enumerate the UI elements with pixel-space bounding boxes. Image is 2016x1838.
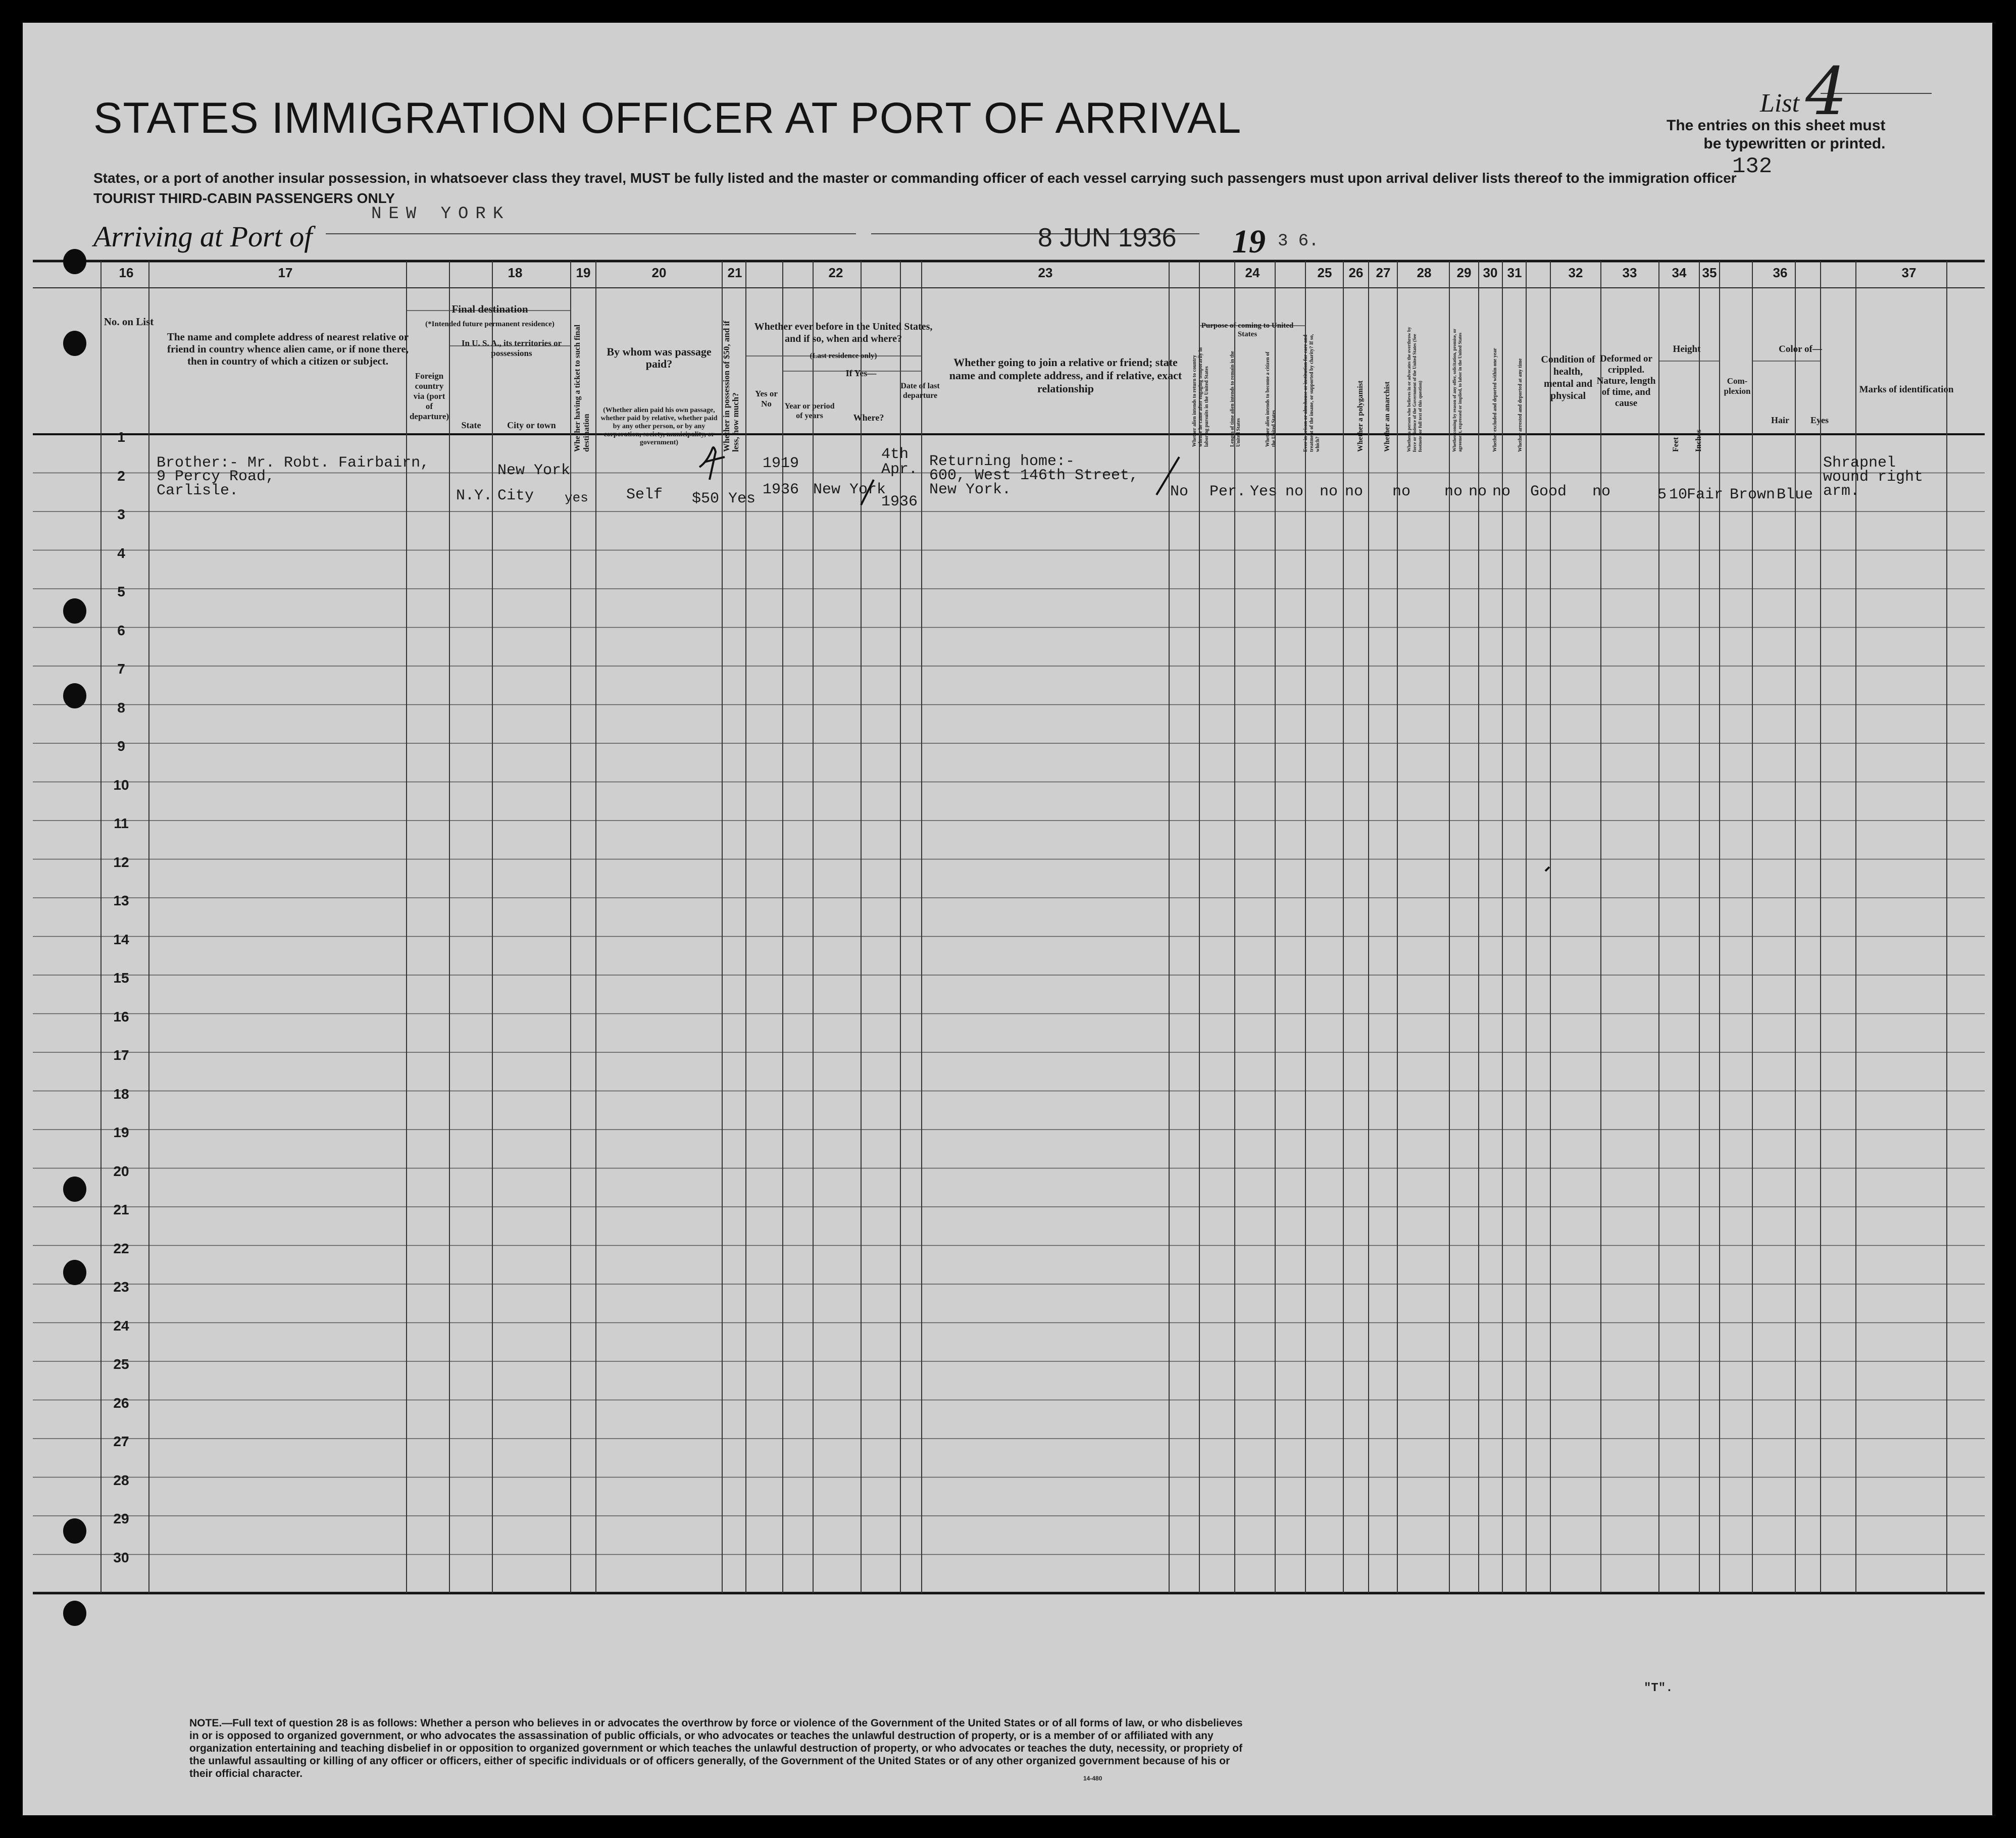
column-number: 21 — [727, 265, 742, 280]
row-number: 6 — [117, 622, 125, 638]
header-purpose: Purpose of coming to United States — [1201, 322, 1294, 338]
header-money: Whether in possession of $50, and if less, how much? — [722, 321, 740, 452]
year-suffix: 3 6. — [1278, 232, 1319, 251]
header-c30: Whether excluded and deported within one year — [1492, 348, 1498, 452]
header-yes-no: Yes or No — [755, 389, 778, 409]
column-number: 33 — [1622, 265, 1637, 280]
punch-hole — [63, 1177, 86, 1202]
header-relative: The name and complete address of nearest relative or friend in country whence alien came, or if none there, then in country of which a citizen or subject. — [167, 331, 409, 367]
city-line-1: New York — [497, 462, 571, 479]
header-year-period: Year or period of years — [784, 402, 835, 420]
punch-hole — [63, 598, 86, 624]
header-where: Where? — [853, 413, 884, 423]
handwritten-ticks — [23, 23, 1992, 1815]
instructions-text: States, or a port of another insular possession, in whatsoever class they travel, MUST be fully listed and the master or commanding officer of each vessel carrying such passengers must upon arrival deliver lists thereof to the immigration officer — [93, 170, 1737, 186]
punch-hole — [63, 1518, 86, 1544]
column-number: 29 — [1456, 265, 1472, 280]
relative-line-3: Carlisle. — [157, 482, 239, 499]
marks-line-1: Shrapnel — [1823, 454, 1896, 472]
join-line-2: 600, West 146th Street, — [929, 467, 1139, 484]
header-complexion: Com- plexion — [1724, 376, 1751, 396]
header-purpose-b: Length of time alien intends to remain in the United States — [1230, 351, 1241, 447]
ticket-value: yes — [565, 490, 588, 505]
column-number: 32 — [1568, 265, 1583, 280]
row-number: 13 — [113, 893, 129, 909]
entries-note: The entries on this sheet must be typewritten or printed. — [1667, 117, 1886, 152]
column-number: 35 — [1702, 265, 1717, 280]
marks-line-3: arm. — [1823, 483, 1860, 500]
c28-value: no — [1392, 483, 1411, 500]
column-number: 30 — [1483, 265, 1498, 280]
header-in-usa: In U. S. A., its territories or possessions — [461, 338, 562, 358]
column-number: 28 — [1417, 265, 1432, 280]
row-number: 23 — [113, 1279, 129, 1295]
row-number: 19 — [113, 1125, 129, 1141]
column-number: 23 — [1038, 265, 1053, 280]
header-passage-sub: (Whether alien paid his own passage, whether paid by relative, whether paid by any other person, or by any corporation, society, municipality, or government) — [600, 406, 718, 446]
yes-no-value: Yes — [728, 490, 756, 507]
row-number: 22 — [113, 1240, 129, 1256]
row-number: 17 — [113, 1047, 129, 1063]
header-c31: Whether arrested and deported at any time — [1518, 358, 1523, 452]
header-c25: Ever in prison or almshouse or institution for care and treatment of the insane, or supported by charity? If so, which? — [1303, 334, 1321, 452]
row-number: 12 — [113, 854, 129, 870]
state-value: N.Y. — [456, 487, 493, 504]
row-number: 18 — [113, 1086, 129, 1102]
row-number: 16 — [113, 1008, 129, 1025]
header-final-destination: Final destination — [451, 303, 528, 315]
c25-value: no — [1285, 483, 1304, 500]
column-number: 16 — [119, 265, 134, 280]
row-number: 4 — [117, 545, 125, 561]
column-number: 36 — [1773, 265, 1788, 280]
port-value: NEW YORK — [371, 205, 511, 224]
row-number: 25 — [113, 1356, 129, 1372]
date-line-3: 1936 — [881, 493, 918, 510]
column-number: 19 — [576, 265, 591, 280]
arriving-label: Arriving at Port of — [93, 220, 313, 253]
row-number: 29 — [113, 1511, 129, 1527]
c26-value: no — [1320, 483, 1338, 500]
header-joining: Whether going to join a relative or friend; state name and complete address, and if relative, exact relationship — [949, 356, 1182, 395]
city-line-2: City — [497, 487, 534, 504]
purpose-a-value: No — [1170, 483, 1189, 500]
row-number: 28 — [113, 1472, 129, 1488]
health-value: Good — [1530, 483, 1567, 500]
join-line-3: New York. — [929, 481, 1012, 498]
header-c33: Deformed or crippled. Nature, length of time, and cause — [1596, 353, 1656, 409]
deformed-value: no — [1592, 483, 1611, 500]
column-number: 37 — [1901, 265, 1917, 280]
date-line-1: 4th — [881, 446, 909, 463]
header-ever-before-sub: (Last residence only) — [810, 352, 877, 360]
list-label: List — [1760, 89, 1800, 118]
row-number: 5 — [117, 584, 125, 600]
page-title: STATES IMMIGRATION OFFICER AT PORT OF ARRIVAL — [93, 94, 1242, 142]
purpose-b-value: Per. — [1209, 483, 1246, 500]
money-value: $50 — [692, 490, 720, 507]
row-number: 14 — [113, 931, 129, 947]
row-number: 24 — [113, 1317, 129, 1334]
eyes-value: Blue — [1777, 486, 1813, 503]
class-note: TOURIST THIRD-CABIN PASSENGERS ONLY — [93, 190, 395, 206]
inches-value: 10 — [1669, 486, 1688, 503]
header-purpose-a: Whether alien intends to return to country whence he came after engaging temporarily in laboring pursuits in the United States — [1192, 347, 1209, 447]
header-inches: Inches — [1694, 429, 1703, 452]
header-eyes: Eyes — [1810, 415, 1829, 425]
c31-value: no — [1492, 483, 1511, 500]
header-foreign-country: Foreign country via (port of departure) — [409, 371, 449, 421]
header-city: City or town — [507, 420, 556, 430]
years-line-1: 1919 — [763, 455, 799, 472]
header-c26: Whether a polygamist — [1356, 380, 1365, 452]
header-color-of: Color of— — [1779, 344, 1822, 354]
row-number: 3 — [117, 506, 125, 523]
purpose-c-value: Yes — [1250, 483, 1278, 500]
punch-hole — [63, 683, 86, 708]
relative-line-1: Brother:- Mr. Robt. Fairbairn, — [157, 454, 430, 472]
row-number: 26 — [113, 1395, 129, 1411]
c27-value: no — [1345, 483, 1364, 500]
row-number: 27 — [113, 1434, 129, 1450]
row-number: 15 — [113, 970, 129, 986]
header-feet: Feet — [1672, 437, 1680, 452]
year-prefix: 19 — [1232, 223, 1266, 260]
complexion-value: Fair — [1687, 486, 1724, 503]
column-number: 26 — [1348, 265, 1364, 280]
header-c29: Whether coming by reason of any offer, solicitation, promise, or agreement, expressed or implied, to labor in the United States — [1452, 329, 1463, 452]
years-line-2: 1936 — [763, 481, 799, 498]
row-number: 11 — [114, 815, 129, 832]
row-number: 2 — [117, 468, 125, 484]
row-number: 20 — [113, 1163, 129, 1179]
header-purpose-c: Whether alien intends to become a citizen of the United States — [1265, 351, 1277, 447]
form-number: 14-480 — [1083, 1775, 1102, 1782]
date-line-2: Apr. — [881, 461, 918, 478]
row-number: 7 — [117, 661, 125, 677]
header-ever-before: Whether ever before in the United States, and if so, when and where? — [754, 321, 933, 344]
where-value: New York — [813, 481, 886, 498]
footnote-q28: NOTE.—Full text of question 28 is as follows: Whether a person who believes in or advocates the overthrow by force or violence of the Government of the United States or of all forms of law, or who disbelieves in or is opposed to organized government, or who advocates the assassination of public officials, or who advocates or teaches the unlawful destruction of property, or is a member of or affiliated with any organization entertaining and teaching disbelief in or opposition to organized government or which teaches the unlawful destruction of property, or who advocates or teaches the duty, necessity, or propriety of the unlawful assaulting or killing of any officer or officers, either of specific individuals or of officers generally, of the Government of the United States or of any other organized government because of his or their official character. — [189, 1717, 1243, 1779]
column-number: 20 — [651, 265, 667, 280]
row-number: 1 — [117, 429, 125, 445]
row-number: 8 — [117, 699, 125, 716]
punch-hole — [63, 331, 86, 356]
c30-value: no — [1469, 483, 1487, 500]
header-c32: Condition of health, mental and physical — [1541, 354, 1595, 401]
passage-value: Self — [626, 486, 663, 503]
column-number: 17 — [278, 265, 293, 280]
header-no-on-list: No. on List — [104, 316, 154, 328]
c29-value: no — [1444, 483, 1463, 500]
initial-mark: "T". — [1644, 1681, 1673, 1695]
column-number: 18 — [508, 265, 523, 280]
column-number: 27 — [1376, 265, 1391, 280]
header-final-destination-sub: (*Intended future permanent residence) — [425, 320, 555, 328]
header-c27: Whether an anarchist — [1383, 381, 1391, 452]
relative-line-2: 9 Percy Road, — [157, 468, 275, 485]
column-number: 34 — [1672, 265, 1687, 280]
header-date-departure: Date of last departure — [900, 382, 940, 400]
punch-hole — [63, 1260, 86, 1285]
row-number: 10 — [113, 777, 129, 793]
passage-tick — [699, 447, 716, 480]
date-stamp: 8 JUN 1936 — [1038, 223, 1177, 252]
column-number: 31 — [1507, 265, 1522, 280]
hair-value: Brown — [1730, 486, 1776, 503]
list-number: 4 — [1805, 53, 1847, 130]
header-hair: Hair — [1771, 415, 1789, 425]
row-number: 21 — [113, 1202, 129, 1218]
header-height: Height — [1673, 344, 1701, 354]
row-number: 30 — [113, 1549, 129, 1565]
punch-hole — [63, 249, 86, 274]
column-number: 24 — [1245, 265, 1260, 280]
header-state: State — [461, 420, 481, 430]
header-c28: Whether a person who believes in or advocates the overthrow by force or violence of the Government of the United States (See footnote for full text of this question) — [1406, 327, 1423, 452]
column-number: 25 — [1317, 265, 1332, 280]
header-passage: By whom was passage paid? — [607, 345, 712, 370]
punch-hole — [63, 1601, 86, 1626]
marks-line-2: wound right — [1823, 469, 1924, 486]
manifest-sheet — [23, 23, 1992, 1815]
purpose-tick — [1156, 457, 1179, 495]
header-ticket: Whether having a ticket to such final destination — [573, 324, 591, 452]
header-if-yes: If Yes— — [845, 368, 877, 378]
sheet-number: 132 — [1732, 154, 1773, 179]
row-number: 9 — [117, 738, 125, 754]
header-marks: Marks of identification — [1859, 384, 1954, 395]
feet-value: 5 — [1657, 486, 1667, 503]
column-number: 22 — [828, 265, 843, 280]
join-line-1: Returning home:- — [929, 453, 1075, 470]
